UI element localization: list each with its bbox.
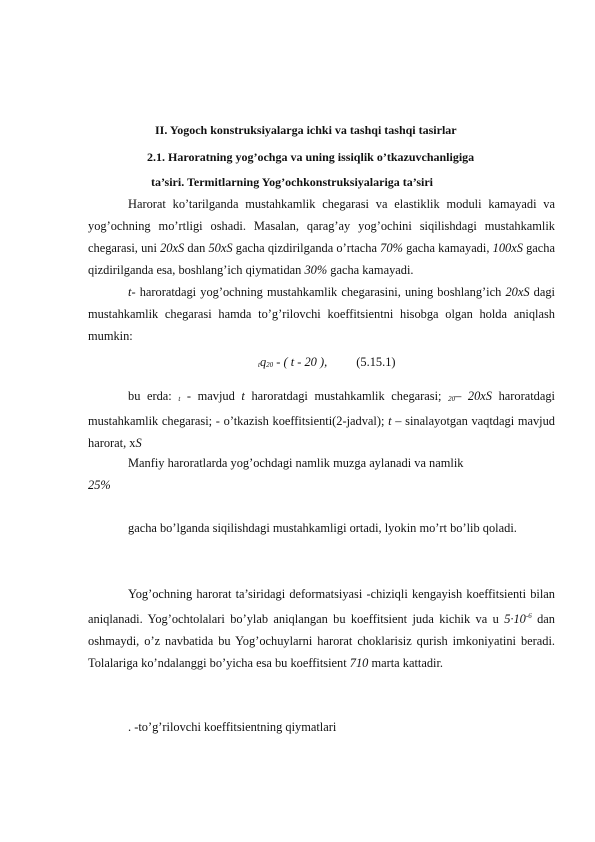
paragraph-6: Yog’ochning harorat ta’siridagi deformatsiyasi -chiziqli kengayish koeffitsienti bilan aniqlanadi. Yog’ochtolalari bo’ylab aniqlangan bu koeffitsient juda kichik va u $5\cdot 10^{-6}$ dan oshmaydi, o’z navbatida bu Yog’ochuylarni harorat choklarisiz qurish imkoniyatini beradi. Tolalariga ko’ndalanggi bo’yicha esa bu koeffitsient 710 marta kattadir. (88, 587, 555, 671)
paragraph-4: Manfiy haroratlarda yog’ochdagi namlik muzga aylanadi va namlik 25% (88, 456, 464, 492)
paragraph-3: bu erda: t - mavjud t haroratdagi mustahkamlik chegarasi; 20– 20xS haroratdagi mustahkamlik chegarasi; - o’tkazish koeffitsienti(2-jadval); t – sinalayotgan vaqtdagi mavjud harorat, xS (88, 389, 555, 450)
formula: tq20 - ( t - 20 ), (5.15.1) (258, 355, 396, 369)
paragraph-5: gacha bo’lganda siqilishdagi mustahkamligi ortadi, lyokin mo’rt bo’lib qoladi. (128, 521, 517, 535)
formula-number: (5.15.1) (356, 355, 396, 369)
chapter-heading: II. Yogoch konstruksiyalarga ichki va tashqi tashqi tasirlar (155, 123, 457, 137)
paragraph-2: t- haroratdagi yog’ochning mustahkamlik chegarasini, uning boshlang’ich 20xS dagi mustahkamlik chegarasi hamda to’g’rilovchi koeffitsientni hisobga olgan holda aniqlash mumkin: (88, 285, 555, 343)
paragraph-1: Harorat ko’tarilganda mustahkamlik chegarasi va elastiklik moduli kamayadi va yog’ochning mo’rtligi oshadi. Masalan, qarag’ay yog’ochini siqilishdagi mustahkamlik chegarasi, uni 20xS dan 50xS gacha qizdirilganda o’rtacha 70% gacha kamayadi, 100xS gacha qizdirilganda esa, boshlang’ich qiymatidan 30% gacha kamayadi. (88, 197, 555, 277)
section-heading-line2: ta’siri. Termitlarning Yog’ochkonstruksiyalariga ta’siri (151, 175, 433, 189)
table-caption-line: . -to’g’rilovchi koeffitsientning qiymatlari (128, 720, 337, 734)
section-heading-line1: 2.1. Haroratning yog’ochga va uning issiqlik o’tkazuvchanligiga (147, 150, 475, 164)
